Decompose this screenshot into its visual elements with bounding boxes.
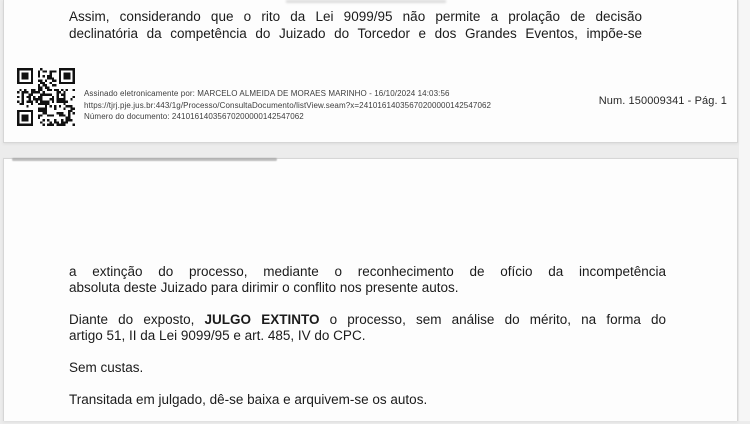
electronic-signature-info bbox=[84, 88, 491, 123]
paragraph-sem-custas: Sem custas. bbox=[69, 360, 144, 375]
decision-line: a extinção do processo, mediante o reconhecimento de ofício da incompetência bbox=[69, 264, 666, 279]
paragraph-transito: Transitada em julgado, dê-se baixa e arquivem-se os autos. bbox=[69, 392, 428, 407]
verification-url: https://tjrj.pje.jus.br:443/1g/Processo/ConsultaDocumento/listView.seam?x=24101614035670200000142547062 bbox=[84, 100, 492, 110]
paragraph-julgo-extinto bbox=[69, 312, 666, 344]
signature-block bbox=[17, 66, 75, 128]
signed-by-line: Assinado eletronicamente por: MARCELO ALMEIDA DE MORAES MARINHO - 16/10/2024 14:03:56 bbox=[84, 89, 450, 98]
viewer-right-margin bbox=[739, 0, 750, 421]
document-number-line: Número do documento: 24101614035670200000142547062 bbox=[84, 112, 304, 121]
text-segment: o processo, sem análise do mérito, na forma do bbox=[319, 312, 666, 327]
decision-paragraph-top bbox=[69, 8, 642, 42]
paragraph-extincao bbox=[69, 264, 666, 296]
julgo-extinto-emphasis: JULGO EXTINTO bbox=[204, 312, 320, 327]
text-segment: Diante do exposto, bbox=[69, 312, 205, 327]
decision-line: artigo 51, II da Lei 9099/95 e art. 485, IV do CPC. bbox=[69, 328, 366, 343]
decision-body bbox=[69, 264, 666, 424]
document-page-1 bbox=[3, 0, 738, 143]
page-number-badge: Num. 150009341 - Pág. 1 bbox=[598, 95, 727, 107]
qr-code-icon bbox=[17, 66, 75, 128]
page-edge-artifact bbox=[12, 158, 277, 161]
decision-line: declinatória da competência do Juizado do Torcedor e dos Grandes Eventos, impõe-se bbox=[69, 26, 642, 41]
decision-line bbox=[69, 312, 666, 328]
decision-line: absoluta deste Juizado para dirimir o conflito nos presente autos. bbox=[69, 280, 459, 295]
document-page-2 bbox=[3, 158, 738, 421]
decision-line: Assim, considerando que o rito da Lei 9099/95 não permite a prolação de decisão bbox=[69, 9, 642, 24]
cropped-text-artifact bbox=[286, 0, 446, 3]
